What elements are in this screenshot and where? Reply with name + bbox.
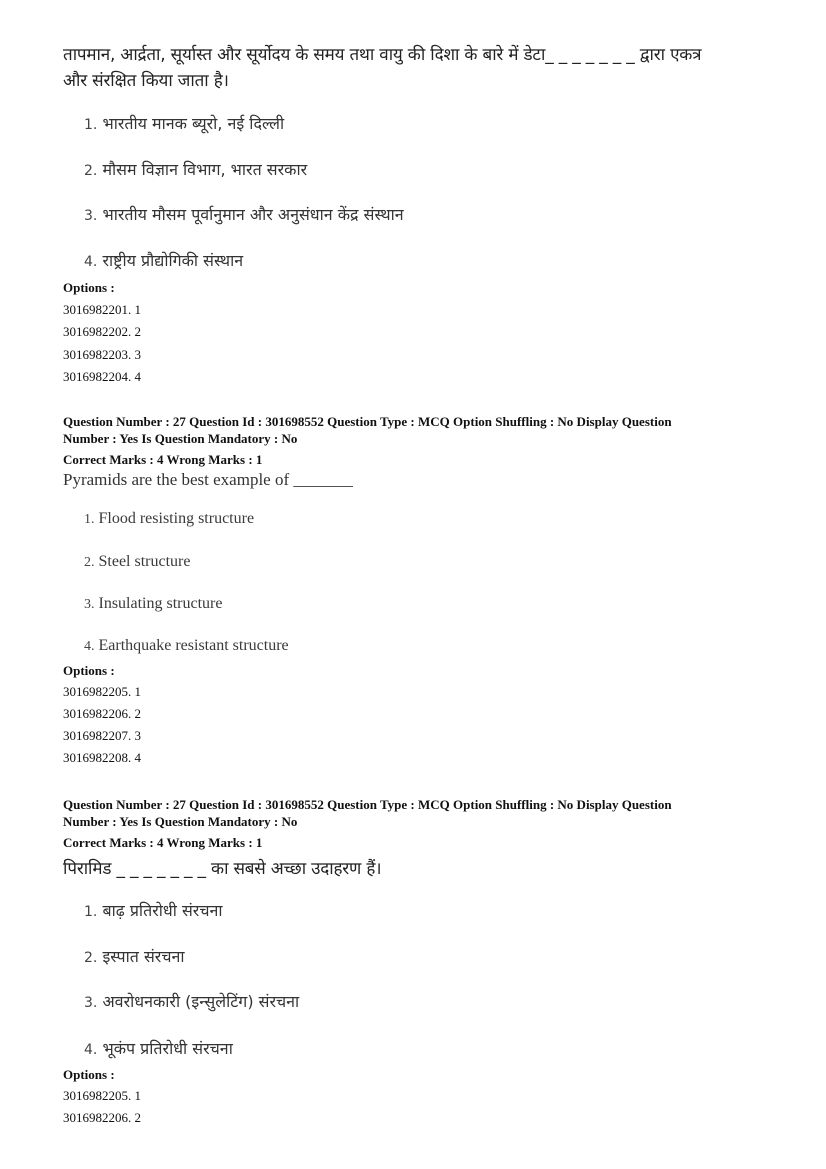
choice-text: मौसम विज्ञान विभाग, भारत सरकार [102, 160, 308, 179]
question-meta-line-2: Number : Yes Is Question Mandatory : No [63, 431, 298, 446]
choice-item [84, 946, 185, 969]
choice-text: भूकंप प्रतिरोधी संरचना [102, 1039, 233, 1058]
choice-number: 2. [84, 555, 95, 570]
choice-number: 4. [84, 254, 98, 270]
option-code: 3016982201. 1 [63, 302, 141, 317]
options-label: Options : [63, 1067, 115, 1082]
option-code: 3016982206. 2 [63, 706, 141, 721]
choice-number: 1. [84, 117, 98, 133]
option-code: 3016982208. 4 [63, 750, 141, 765]
choice-text: अवरोधनकारी (इन्सुलेटिंग) संरचना [102, 992, 300, 1011]
choice-item [84, 159, 307, 182]
choice-number: 3. [84, 995, 98, 1011]
choice-text: Flood resisting structure [98, 510, 255, 527]
option-code: 3016982207. 3 [63, 728, 141, 743]
choice-number: 1. [84, 904, 98, 920]
option-code: 3016982202. 2 [63, 324, 141, 339]
choice-item [84, 991, 299, 1014]
option-code: 3016982205. 1 [63, 1088, 141, 1103]
choice-item [84, 900, 223, 923]
option-code: 3016982205. 1 [63, 684, 141, 699]
choice-number: 4. [84, 1042, 98, 1058]
choice-text: भारतीय मानक ब्यूरो, नई दिल्ली [102, 114, 285, 133]
question-text: पिरामिड _ _ _ _ _ _ _ का सबसे अच्छा उदाहरण हैं। [63, 859, 382, 879]
choice-text: बाढ़ प्रतिरोधी संरचना [102, 901, 223, 920]
choice-number: 1. [84, 512, 95, 527]
choice-text: Insulating structure [98, 595, 223, 612]
question-meta-line-1: Question Number : 27 Question Id : 301698552 Question Type : MCQ Option Shuffling : No Display Question [63, 797, 672, 812]
option-code: 3016982206. 2 [63, 1110, 141, 1125]
choice-item [84, 204, 404, 227]
question-marks: Correct Marks : 4 Wrong Marks : 1 [63, 452, 263, 467]
choice-item [84, 635, 289, 658]
choice-text: Earthquake resistant structure [98, 637, 289, 654]
choice-text: इस्पात संरचना [102, 947, 185, 966]
option-code: 3016982203. 3 [63, 347, 141, 362]
choice-number: 2. [84, 163, 98, 179]
choice-number: 3. [84, 208, 98, 224]
choice-item [84, 551, 190, 574]
choice-text: राष्ट्रीय प्रौद्योगिकी संस्थान [102, 251, 244, 270]
choice-item [84, 113, 284, 136]
choice-text: Steel structure [98, 553, 191, 570]
choice-item [84, 593, 222, 616]
question-meta-line-2: Number : Yes Is Question Mandatory : No [63, 814, 298, 829]
choice-item [84, 250, 243, 273]
options-label: Options : [63, 663, 115, 678]
option-code: 3016982204. 4 [63, 369, 141, 384]
choice-number: 4. [84, 639, 95, 654]
question-text: Pyramids are the best example of _______ [63, 470, 353, 489]
choice-number: 3. [84, 597, 95, 612]
options-label: Options : [63, 280, 115, 295]
choice-text: भारतीय मौसम पूर्वानुमान और अनुसंधान केंद्र संस्थान [102, 205, 404, 224]
question-text-line-2: और संरक्षित किया जाता है। [63, 71, 229, 91]
choice-number: 2. [84, 950, 98, 966]
choice-item [84, 1038, 233, 1061]
choice-item [84, 508, 254, 531]
question-marks: Correct Marks : 4 Wrong Marks : 1 [63, 835, 263, 850]
question-text-line-1: तापमान, आर्द्रता, सूर्यास्त और सूर्योदय के समय तथा वायु की दिशा के बारे में डेटा_ _ _ _ _ _ _ द्वारा एकत्र [63, 45, 702, 65]
question-meta-line-1: Question Number : 27 Question Id : 301698552 Question Type : MCQ Option Shuffling : No Display Question [63, 414, 672, 429]
